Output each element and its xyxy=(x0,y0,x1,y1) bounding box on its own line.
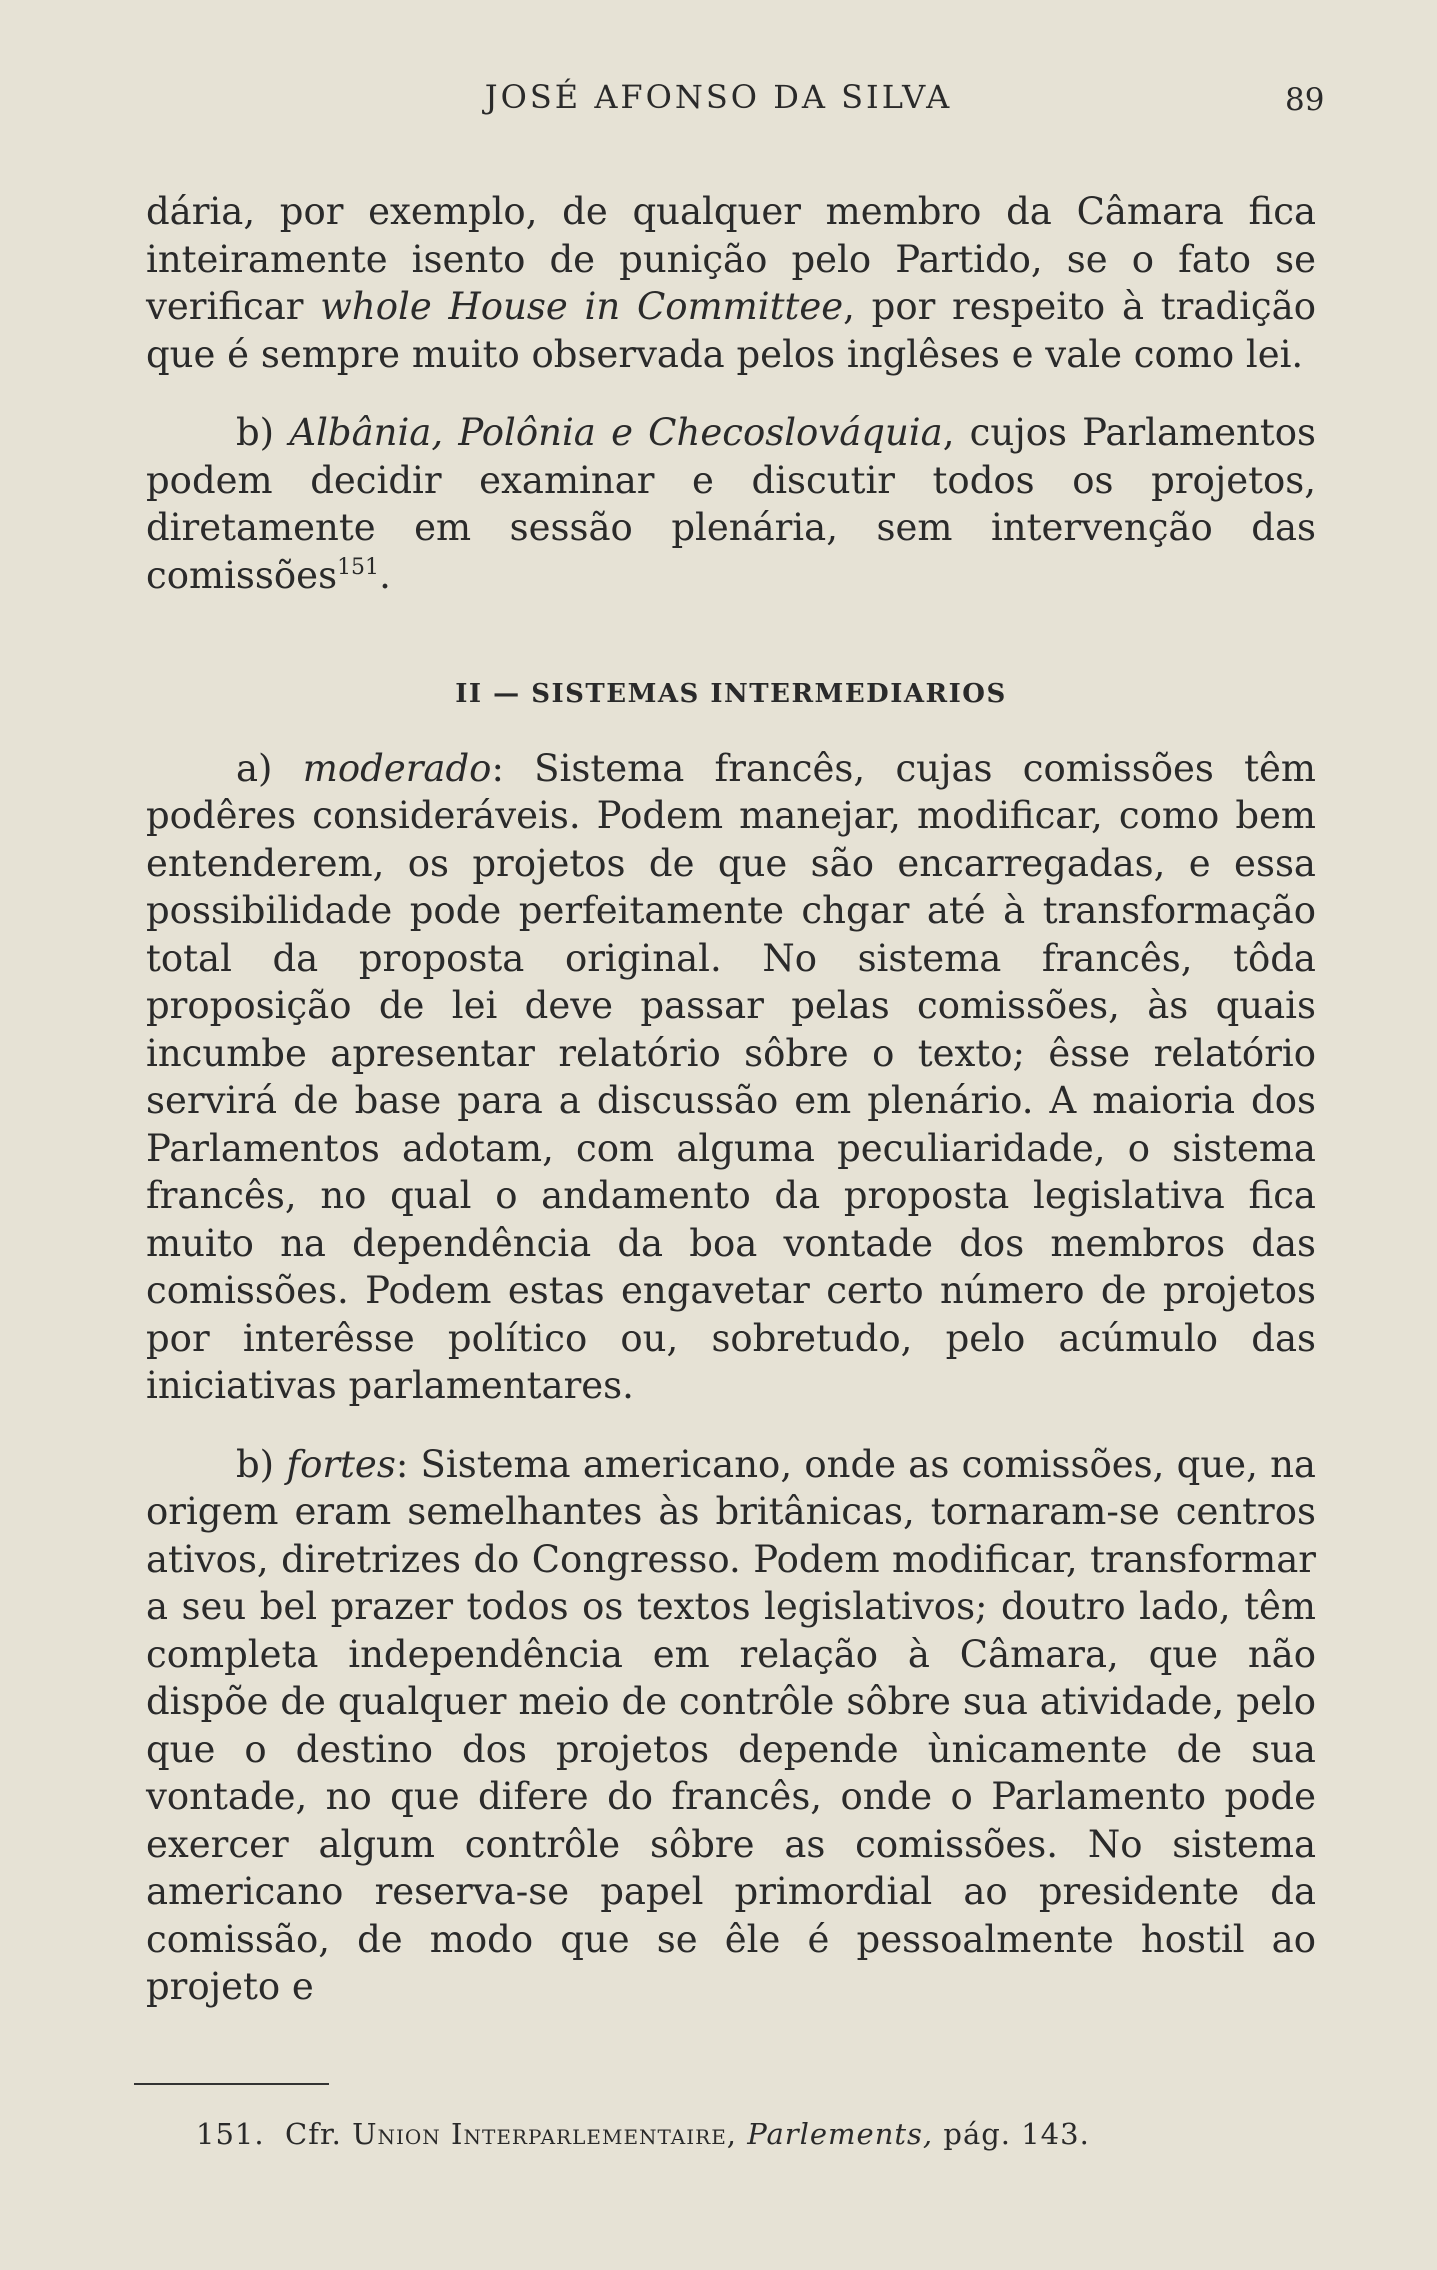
section-heading: II — SISTEMAS INTERMEDIARIOS xyxy=(455,679,1007,709)
paragraph-a-moderado xyxy=(146,745,1316,1410)
para2-label: b) xyxy=(236,411,290,454)
running-header-author: JOSÉ AFONSO DA SILVA xyxy=(484,78,953,116)
para1-text-a: dária, por exemplo, de qualquer membro da Câmara fica inteiramente isento de punição pelo Partido, se o fato se verificar xyxy=(146,190,1316,328)
para4-text: : Sistema americano, onde as comissões, que, na origem eram semelhantes às britânicas, tornaram-se centros ativos, diretrizes do Congresso. Podem modificar, transformar a seu bel prazer todos os textos legislativos; doutro lado, têm completa independência em relação à Câmara, que não dispõe de qualquer meio de contrôle sôbre sua atividade, pelo que o destino dos projetos depende ùnicamente de sua vontade, no que difere do francês, onde o Parlamento pode exercer algum contrôle sôbre as comissões. No sistema americano reserva-se papel primordial ao presidente da comissão, de modo que se êle é pessoalmente hostil ao projeto e xyxy=(146,1442,1316,2008)
para1-text-b: , por respeito à tradição que é sempre muito observada pelos inglêses e vale como lei. xyxy=(146,285,1316,376)
footnote-number: 151. xyxy=(196,2117,265,2151)
footnote-author: Union Interparlementaire, xyxy=(352,2117,738,2151)
footnote-page: pág. 143. xyxy=(943,2117,1090,2151)
para2-italic: Albânia, Polônia e Checoslováquia xyxy=(289,411,943,454)
footnote-title: Parlements, xyxy=(747,2117,934,2151)
footnote-divider xyxy=(134,2083,329,2085)
footnote-reference: 151 xyxy=(337,554,380,580)
paragraph-b-fortes xyxy=(146,1441,1316,2011)
paragraph-b-albania xyxy=(146,409,1316,599)
page-number: 89 xyxy=(1285,82,1325,118)
footnote-cfr: Cfr. xyxy=(285,2117,342,2151)
para4-label: b) xyxy=(236,1442,287,1486)
footnote xyxy=(196,2117,1296,2151)
para3-label: a) xyxy=(236,746,303,790)
para4-italic: fortes xyxy=(286,1442,396,1486)
para1-italic: whole House in Committee xyxy=(320,285,844,328)
para2-end: . xyxy=(379,553,391,597)
para2-text: , cujos Parlamentos podem decidir examinar e discutir todos os projetos, diretamente em sessão plenária, sem intervenção das comissões xyxy=(146,411,1316,597)
para3-text: : Sistema francês, cujas comissões têm podêres consideráveis. Podem manejar, modificar, como bem entenderem, os projetos de que são encarregadas, e essa possibilidade pode perfeitamente chgar até à transformação total da proposta original. No sistema francês, tôda proposição de lei deve passar pelas comissões, às quais incumbe apresentar relatório sôbre o texto; êsse relatório servirá de base para a discussão em plenário. A maioria dos Parlamentos adotam, com alguma peculiaridade, o sistema francês, no qual o andamento da proposta legislativa fica muito na dependência da boa vontade dos membros das comissões. Podem estas engavetar certo número de projetos por interêsse político ou, sobretudo, pelo acúmulo das iniciativas parlamentares. xyxy=(146,746,1316,1407)
paragraph-continuation xyxy=(146,188,1316,378)
para3-italic: moderado xyxy=(302,746,492,790)
body-text xyxy=(146,188,1316,2011)
